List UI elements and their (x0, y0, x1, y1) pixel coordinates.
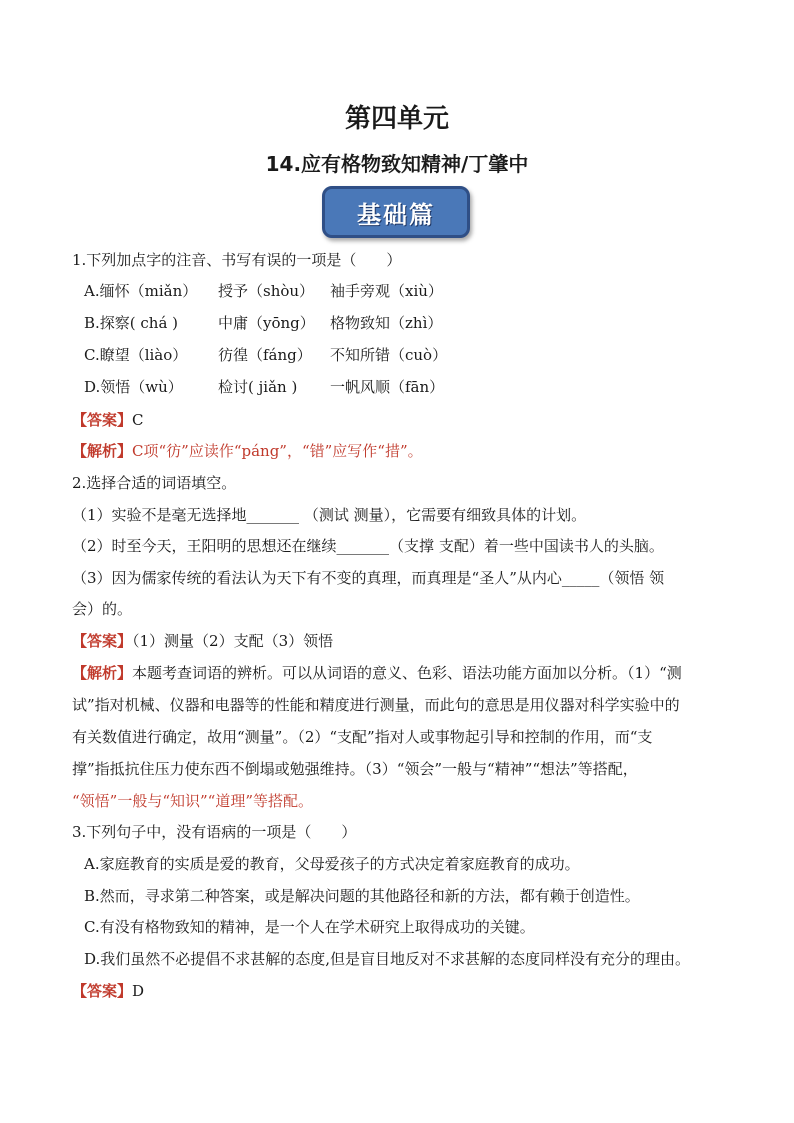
q2-analysis-text-1: 本题考查词语的辨析。可以从词语的意义、色彩、语法功能方面加以分析。（1）“测 (132, 664, 682, 682)
section-badge (322, 186, 470, 238)
q2-item-1: （1）实验不是毫无选择地_______ （测试 测量），它需要有细致具体的计划。 (72, 506, 587, 524)
q1-c-1: C.瞭望（liào） (84, 346, 188, 364)
q3-answer-tag: 【答案】 (72, 982, 133, 1000)
q1-a-3: 袖手旁观（xiù） (330, 282, 443, 300)
q1-d-3: 一帆风顺（fān） (330, 378, 445, 396)
q2-analysis-line-4: 撑”指抵抗住压力使东西不倒塌或勉强维持。（3）“领会”一般与“精神”“想法”等搭配， (72, 760, 638, 778)
q1-a-1: A.缅怀（miǎn） (84, 282, 198, 300)
q2-analysis-line-5: “领悟”一般与“知识”“道理”等搭配。 (72, 792, 314, 810)
q2-stem: 2.选择合适的词语填空。 (72, 474, 237, 492)
q1-a-2: 授予（shòu） (218, 282, 315, 300)
q1-c-3: 不知所错（cuò） (330, 346, 448, 364)
q2-item-2: （2）时至今天，王阳明的思想还在继续_______（支撑 支配）着一些中国读书人的头脑。 (72, 537, 664, 555)
q2-analysis-tag: 【解析】 (72, 664, 133, 682)
q1-b-3: 格物致知（zhì） (330, 314, 443, 332)
q1-option-c (84, 345, 447, 365)
q2-answer-value: （1）测量（2）支配（3）领悟 (132, 632, 334, 650)
q2-answer-tag: 【答案】 (72, 632, 133, 650)
q1-d-1: D.领悟（wù） (84, 378, 183, 396)
lesson-title: 14.应有格物致知精神/丁肇中 (265, 152, 529, 176)
q3-option-d: D.我们虽然不必提倡不求甚解的态度,但是盲目地反对不求甚解的态度同样没有充分的理由。 (84, 950, 691, 968)
q1-b-1: B.探察( chá ) (84, 314, 179, 332)
q1-c-2: 彷徨（fáng） (218, 346, 312, 364)
q2-item-3: （3）因为儒家传统的看法认为天下有不变的真理，而真理是“圣人”从内心_____（领悟 领 (72, 569, 665, 587)
q1-analysis (72, 441, 423, 461)
q1-analysis-tag: 【解析】 (72, 442, 133, 460)
q3-stem: 3.下列句子中，没有语病的一项是（ ） (72, 823, 357, 841)
q3-option-c: C.有没有格物致知的精神，是一个人在学术研究上取得成功的关键。 (84, 918, 535, 936)
q2-answer (72, 631, 333, 651)
q3-option-b: B.然而，寻求第二种答案，或是解决问题的其他路径和新的方法，都有赖于创造性。 (84, 887, 640, 905)
q1-option-a (84, 281, 443, 301)
q3-answer-value: D (132, 982, 145, 1000)
q2-analysis-line-2: 试”指对机械、仪器和电器等的性能和精度进行测量，而此句的意思是用仪器对科学实验中的 (72, 696, 680, 714)
q3-answer (72, 981, 144, 1001)
q3-option-a: A.家庭教育的实质是爱的教育，父母爱孩子的方式决定着家庭教育的成功。 (84, 855, 580, 873)
q2-analysis-line-3: 有关数值进行确定，故用“测量”。（2）“支配”指对人或事物起引导和控制的作用，而“支 (72, 728, 653, 746)
q2-item-3-cont: 会）的。 (72, 600, 133, 618)
q1-d-2: 检讨( jiǎn ) (218, 378, 298, 396)
q1-answer-value: C (132, 411, 144, 429)
unit-title: 第四单元 (344, 104, 449, 134)
q1-b-2: 中庸（yōng） (218, 314, 315, 332)
q1-analysis-text: C项“彷”应读作“páng”，“错”应写作“措”。 (132, 442, 423, 460)
q1-stem: 1.下列加点字的注音、书写有误的一项是（ ） (72, 251, 402, 269)
q2-analysis-line-1 (72, 663, 682, 683)
q1-option-d (84, 377, 444, 397)
q1-answer (72, 410, 144, 430)
q1-option-b (84, 313, 442, 333)
q1-answer-tag: 【答案】 (72, 411, 133, 429)
section-badge-label: 基础篇 (357, 200, 435, 229)
